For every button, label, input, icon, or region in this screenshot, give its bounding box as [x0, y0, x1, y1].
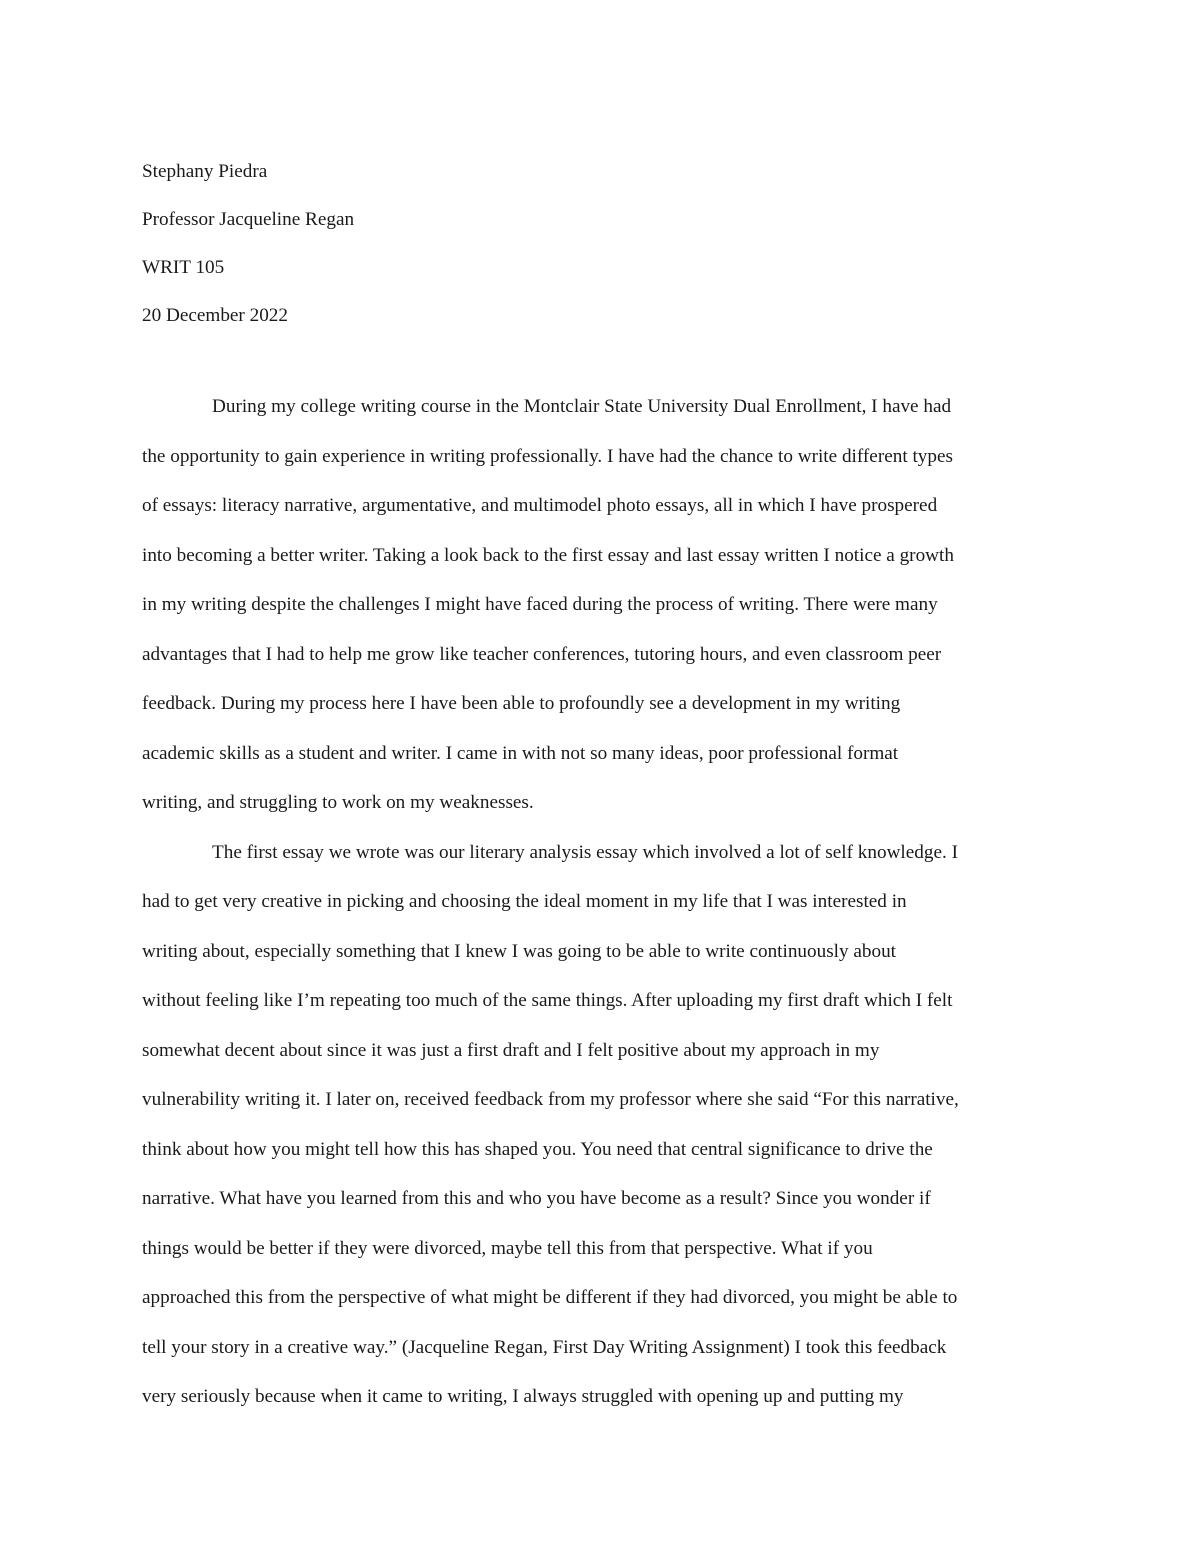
- paragraph-line: had to get very creative in picking and choosing the ideal moment in my life that I was interested in: [142, 891, 907, 912]
- paragraph-line: vulnerability writing it. I later on, received feedback from my professor where she said “For this narrative,: [142, 1089, 959, 1110]
- student-name: Stephany Piedra: [142, 161, 268, 182]
- paragraph-line: feedback. During my process here I have been able to profoundly see a development in my writing: [142, 693, 901, 714]
- paragraph-line: very seriously because when it came to writing, I always struggled with opening up and putting my: [142, 1386, 904, 1407]
- paragraph-line: academic skills as a student and writer. I came in with not so many ideas, poor professional format: [142, 742, 899, 764]
- paragraph-line: in my writing despite the challenges I might have faced during the process of writing. There were many: [142, 594, 938, 615]
- course-code: WRIT 105: [142, 257, 225, 278]
- professor-name: Professor Jacqueline Regan: [142, 209, 355, 230]
- paragraph-2: [142, 828, 1062, 1422]
- paragraph-line: writing, and struggling to work on my weaknesses.: [142, 792, 534, 813]
- paragraph-line: The first essay we wrote was our literary analysis essay which involved a lot of self knowledge. I: [212, 841, 958, 863]
- paragraph-line: without feeling like I’m repeating too much of the same things. After uploading my first draft which I felt: [142, 990, 953, 1011]
- paragraph-line: advantages that I had to help me grow like teacher conferences, tutoring hours, and even classroom peer: [142, 643, 942, 665]
- paragraph-line: things would be better if they were divorced, maybe tell this from that perspective. What if you: [142, 1237, 873, 1259]
- paragraph-line: the opportunity to gain experience in writing professionally. I have had the chance to write different types: [142, 445, 953, 467]
- paragraph-line: writing about, especially something that I knew I was going to be able to write continuously about: [142, 940, 897, 962]
- paragraph-line: During my college writing course in the Montclair State University Dual Enrollment, I have had: [212, 396, 952, 417]
- paragraph-line: tell your story in a creative way.” (Jacqueline Regan, First Day Writing Assignment) I took this feedback: [142, 1336, 947, 1358]
- paragraph-1: [142, 382, 1062, 828]
- paragraph-line: into becoming a better writer. Taking a look back to the first essay and last essay written I notice a growth: [142, 544, 954, 566]
- paragraph-line: somewhat decent about since it was just a first draft and I felt positive about my approach in my: [142, 1039, 880, 1061]
- document-date: 20 December 2022: [142, 305, 288, 326]
- paragraph-line: think about how you might tell how this has shaped you. You need that central significance to drive the: [142, 1138, 933, 1160]
- paragraph-line: approached this from the perspective of what might be different if they had divorced, you might be able to: [142, 1287, 958, 1308]
- header-spacer: [142, 348, 1062, 382]
- document-body: [142, 156, 1062, 1422]
- paragraph-line: narrative. What have you learned from this and who you have become as a result? Since you wonder if: [142, 1188, 931, 1209]
- paragraph-line: of essays: literacy narrative, argumentative, and multimodel photo essays, all in which I have prospered: [142, 495, 938, 516]
